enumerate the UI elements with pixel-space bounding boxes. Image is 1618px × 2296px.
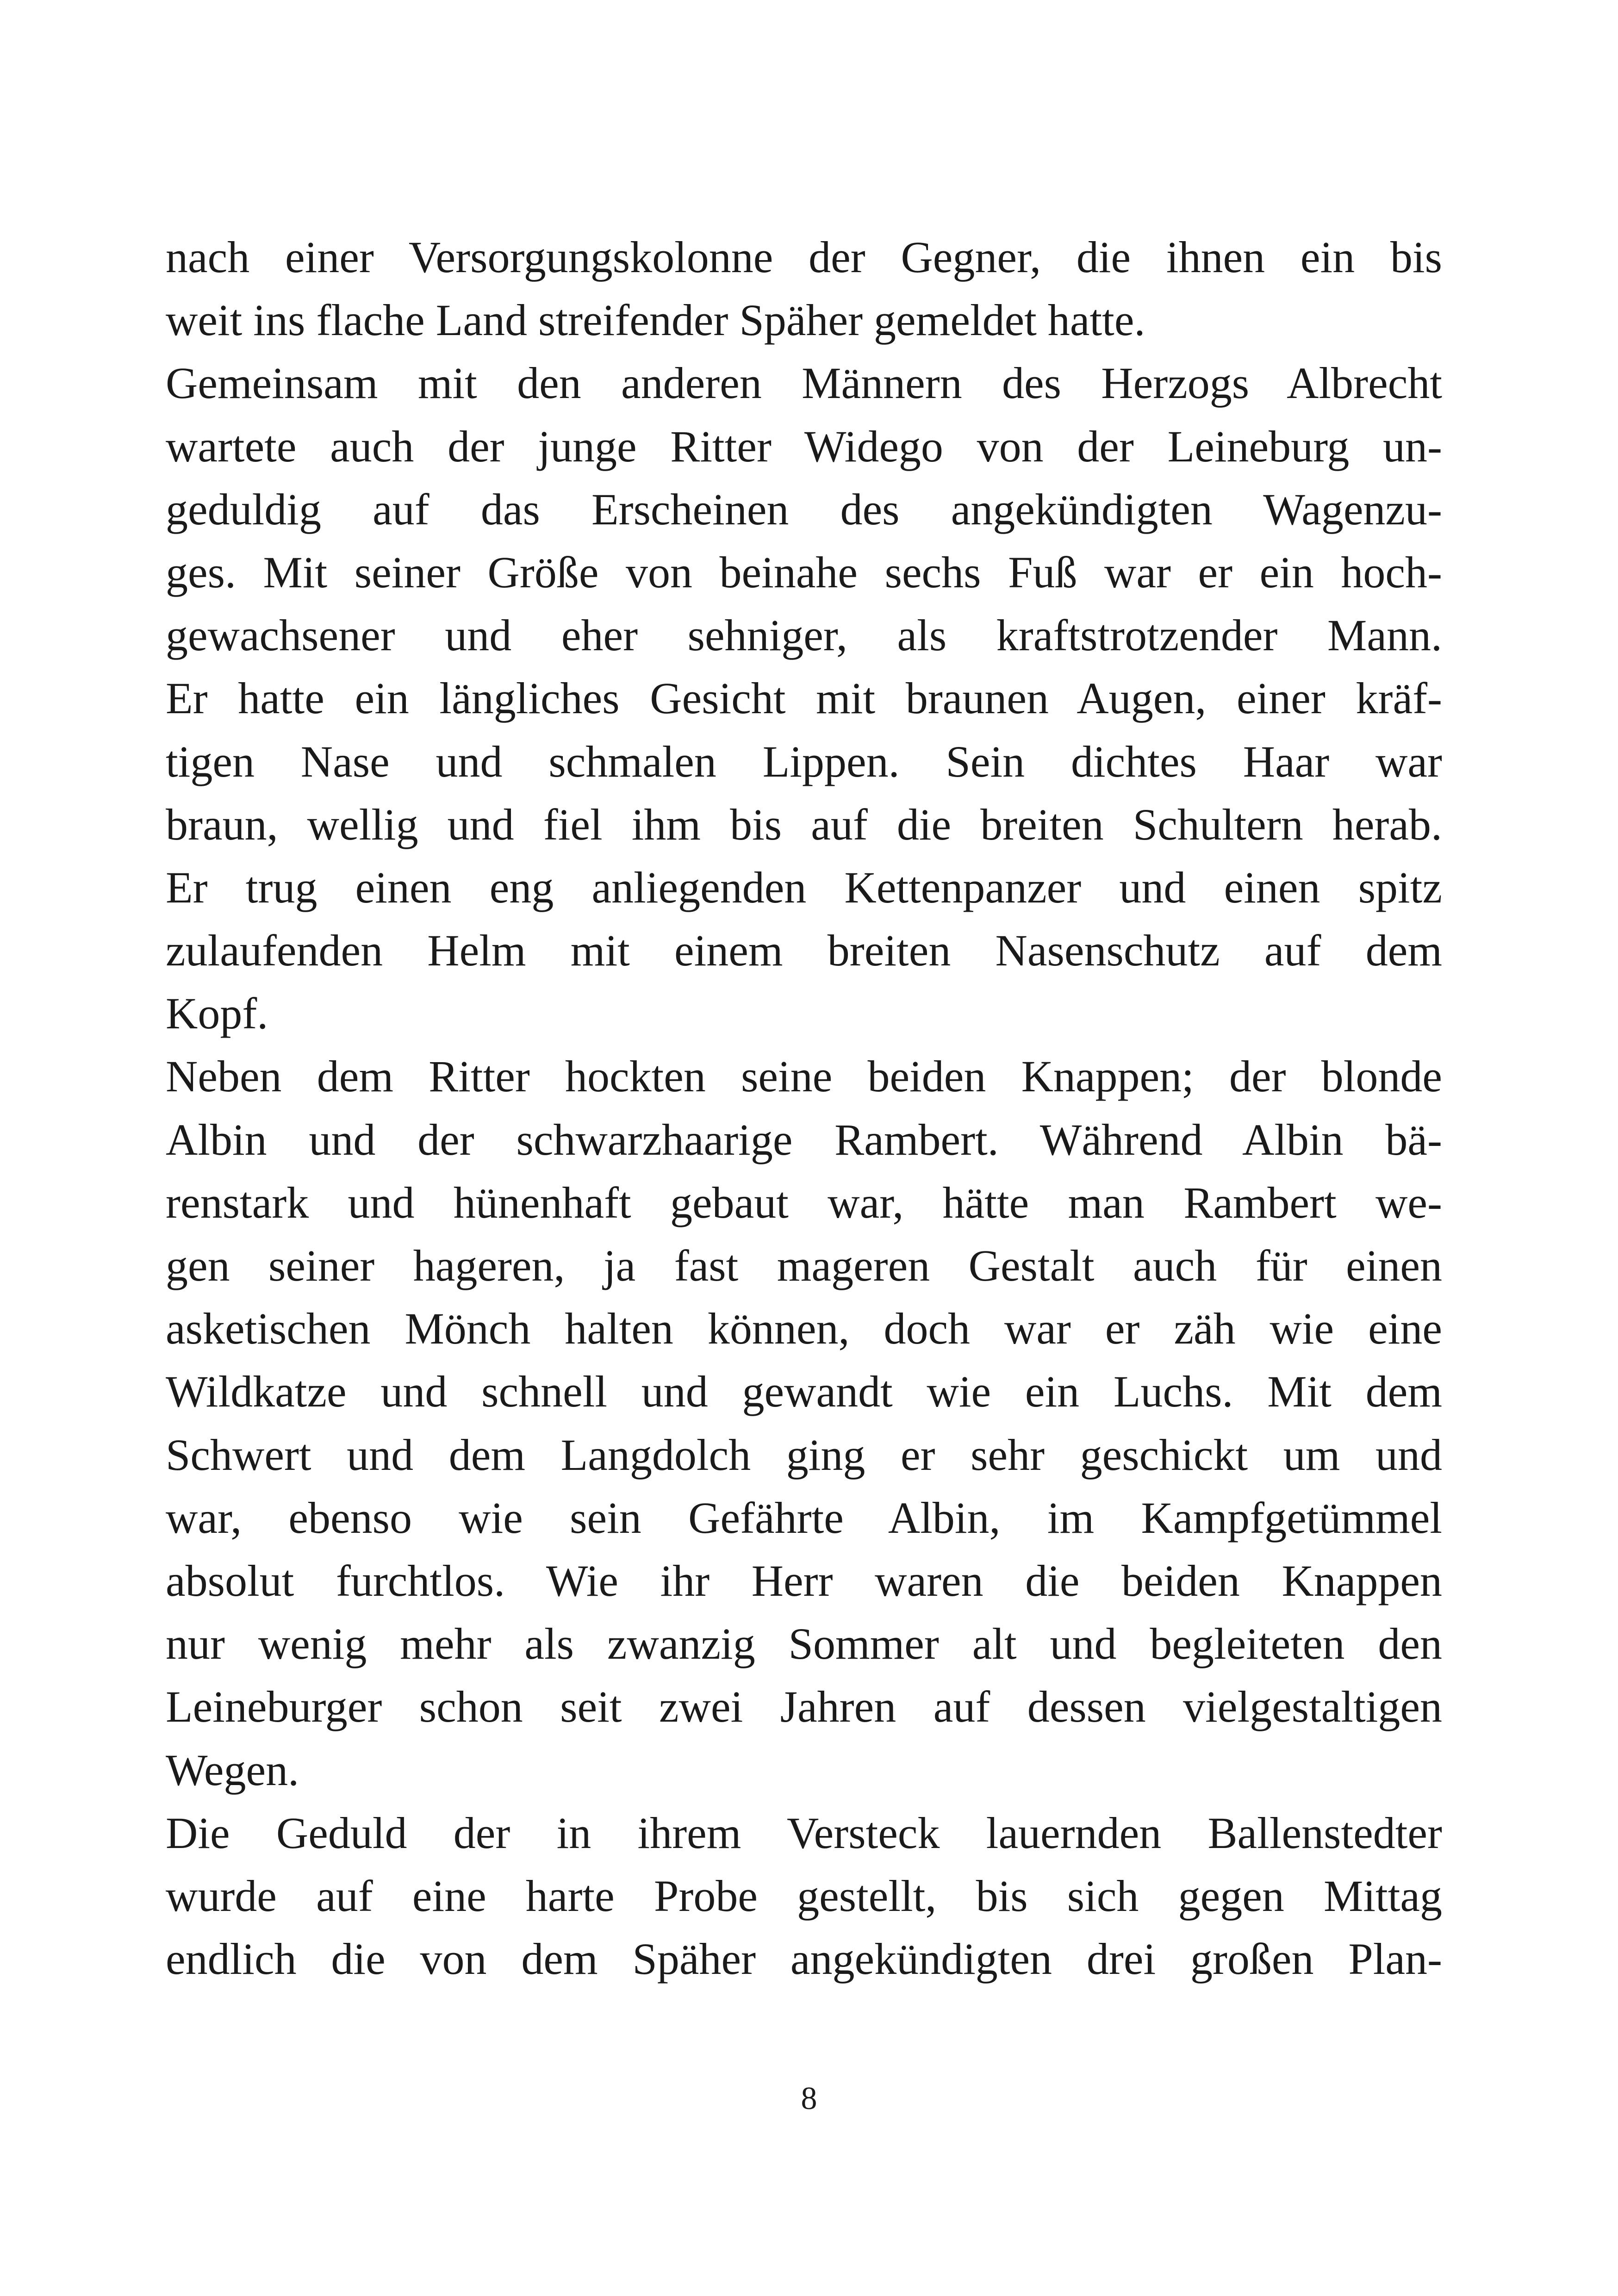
text-line: gen seiner hageren, ja fast mageren Gestalt auch für einen xyxy=(166,1241,1442,1290)
text-line: Wildkatze und schnell und gewandt wie ein Luchs. Mit dem xyxy=(166,1367,1442,1417)
text-line: Kopf. xyxy=(166,989,268,1039)
text-line: wartete auch der junge Ritter Widego von der Leineburg un- xyxy=(166,421,1442,471)
text-line: geduldig auf das Erscheinen des angekündigten Wagenzu- xyxy=(166,484,1442,534)
text-line: nach einer Versorgungskolonne der Gegner, die ihnen ein bis xyxy=(166,232,1442,282)
text-line: wurde auf eine harte Probe gestellt, bis sich gegen Mittag xyxy=(166,1871,1442,1921)
text-line: Neben dem Ritter hockten seine beiden Knappen; der blonde xyxy=(166,1052,1442,1101)
text-line: Er trug einen eng anliegenden Kettenpanzer und einen spitz xyxy=(166,862,1442,912)
text-line: Wegen. xyxy=(166,1745,299,1795)
text-line: Schwert und dem Langdolch ging er sehr geschickt um und xyxy=(166,1430,1442,1480)
text-line: asketischen Mönch halten können, doch war er zäh wie eine xyxy=(166,1304,1442,1354)
text-line: zulaufenden Helm mit einem breiten Nasenschutz auf dem xyxy=(166,926,1442,976)
text-line: Albin und der schwarzhaarige Rambert. Während Albin bä- xyxy=(166,1114,1442,1164)
text-line: renstark und hünenhaft gebaut war, hätte man Rambert we- xyxy=(166,1177,1442,1227)
text-line: nur wenig mehr als zwanzig Sommer alt und begleiteten den xyxy=(166,1619,1442,1669)
text-line: gewachsener und eher sehniger, als kraftstrotzender Mann. xyxy=(166,610,1442,660)
text-line: braun, wellig und fiel ihm bis auf die breiten Schultern herab. xyxy=(166,799,1442,849)
text-line: endlich die von dem Späher angekündigten drei großen Plan- xyxy=(166,1934,1442,1984)
text-line: Er hatte ein längliches Gesicht mit braunen Augen, einer kräf- xyxy=(166,673,1442,723)
text-line: ges. Mit seiner Größe von beinahe sechs Fuß war er ein hoch- xyxy=(166,547,1442,597)
text-line: tigen Nase und schmalen Lippen. Sein dichtes Haar war xyxy=(166,736,1442,786)
text-line: Die Geduld der in ihrem Versteck lauernden Ballenstedter xyxy=(166,1808,1442,1858)
text-line: absolut furchtlos. Wie ihr Herr waren die beiden Knappen xyxy=(166,1556,1442,1605)
text-line: Leineburger schon seit zwei Jahren auf dessen vielgestaltigen xyxy=(166,1682,1442,1732)
text-line: weit ins flache Land streifender Späher gemeldet hatte. xyxy=(166,295,1145,345)
body-text xyxy=(166,226,1442,1991)
text-line: Gemeinsam mit den anderen Männern des Herzogs Albrecht xyxy=(166,358,1442,408)
text-line: war, ebenso wie sein Gefährte Albin, im Kampfgetümmel xyxy=(166,1493,1442,1543)
page-number: 8 xyxy=(801,2081,817,2116)
